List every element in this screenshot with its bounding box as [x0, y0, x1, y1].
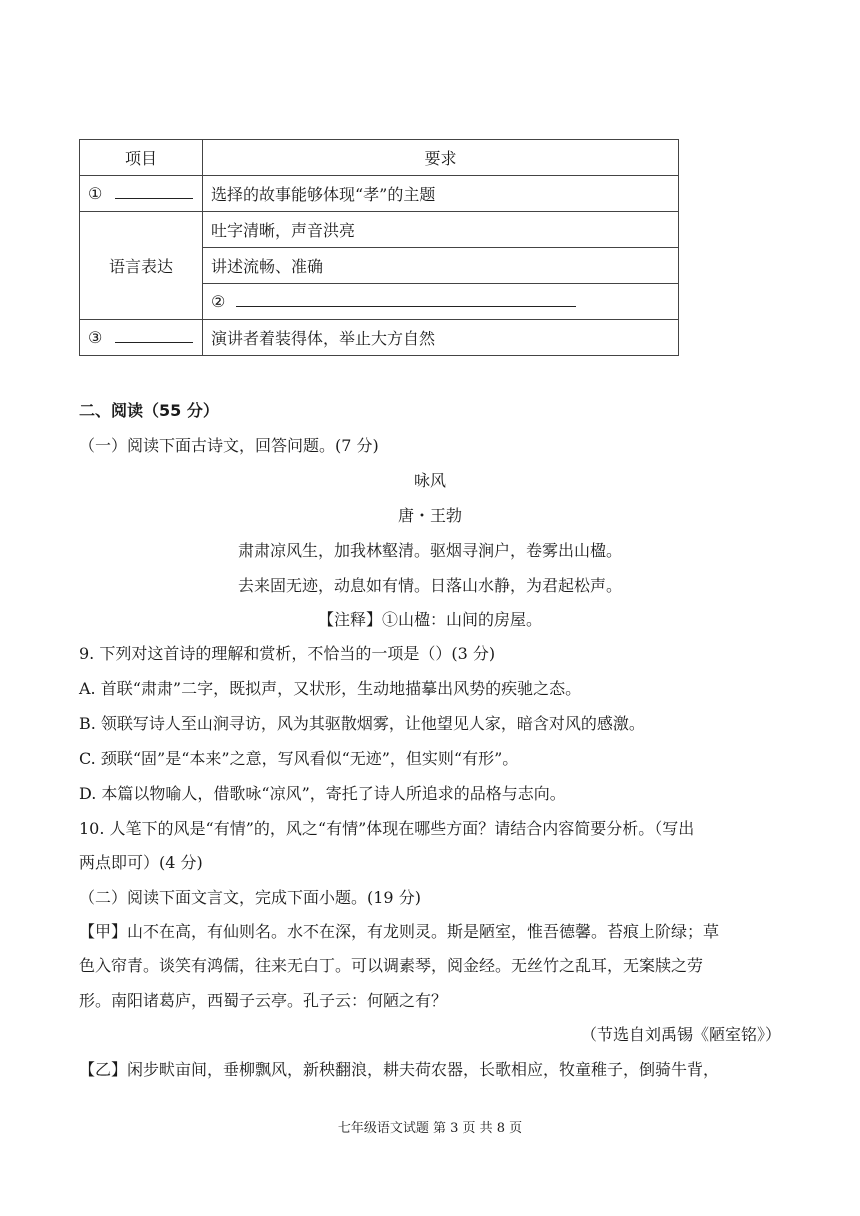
poem-author: 唐・王勃	[397, 506, 462, 525]
blank-cell-3	[80, 320, 203, 356]
option-d: D. 本篇以物喻人，借歌咏“凉风”，寄托了诗人所追求的品格与志向。	[79, 784, 566, 803]
yi-line-1: 【乙】闲步畎亩间，垂柳飘风，新秧翻浪，耕夫荷农器，长歌相应，牧童稚子，倒骑牛背，	[79, 1060, 720, 1079]
poem-note: 【注释】①山楹：山间的房屋。	[317, 610, 542, 629]
part1-instruction: （一）阅读下面古诗文，回答问题。(7 分)	[79, 436, 379, 455]
question-10-line-2: 两点即可）(4 分)	[79, 853, 203, 872]
poem-line-1: 肃肃凉风生，加我林壑清。驱烟寻涧户，卷雾出山楹。	[237, 541, 622, 560]
part2-instruction: （二）阅读下面文言文，完成下面小题。(19 分)	[79, 888, 421, 907]
jia-source: （节选自刘禹锡《陋室铭》）	[580, 1025, 781, 1044]
jia-line-1: 【甲】山不在高，有仙则名。水不在深，有龙则灵。斯是陋室，惟吾德馨。苔痕上阶绿；草	[79, 922, 720, 941]
answer-blank-1[interactable]	[115, 184, 193, 199]
table-row	[80, 212, 679, 248]
answer-blank-3[interactable]	[115, 328, 193, 343]
header-requirement: 要求	[203, 140, 679, 176]
page-footer: 七年级语文试题 第 3 页 共 8 页	[337, 1121, 523, 1136]
circled-number-2: ②	[211, 292, 226, 311]
poem-line-2: 去来固无迹，动息如有情。日落山水静，为君起松声。	[237, 576, 622, 595]
header-item: 项目	[80, 140, 203, 176]
requirement-2a: 吐字清晰，声音洪亮	[203, 212, 679, 248]
blank-cell-1	[80, 176, 203, 212]
table-row	[80, 320, 679, 356]
jia-line-2: 色入帘青。谈笑有鸿儒，往来无白丁。可以调素琴，阅金经。无丝竹之乱耳，无案牍之劳	[79, 956, 704, 975]
answer-blank-2[interactable]	[236, 292, 576, 307]
requirement-2b: 讲述流畅、准确	[203, 248, 679, 284]
language-expression-cell: 语言表达	[80, 212, 203, 320]
option-c: C. 颈联“固”是“本来”之意，写风看似“无迹”，但实则“有形”。	[79, 749, 519, 768]
circled-number-1: ①	[88, 184, 103, 203]
option-b: B. 领联写诗人至山涧寻访，风为其驱散烟雾，让他望见人家，暗含对风的感激。	[79, 714, 645, 733]
requirement-3: 演讲者着装得体，举止大方自然	[203, 320, 679, 356]
poem-title: 咏风	[413, 471, 446, 490]
question-10-line-1: 10. 人笔下的风是“有情”的，风之“有情”体现在哪些方面？请结合内容简要分析。（写出	[79, 819, 695, 838]
requirement-1: 选择的故事能够体现“孝”的主题	[203, 176, 679, 212]
table-row	[80, 176, 679, 212]
question-9-stem: 9. 下列对这首诗的理解和赏析，不恰当的一项是（）(3 分)	[79, 644, 496, 663]
table-header-row	[80, 140, 679, 176]
requirements-table	[79, 139, 679, 356]
jia-line-3: 形。南阳诸葛庐，西蜀子云亭。孔子云：何陋之有？	[79, 991, 448, 1010]
circled-number-3: ③	[88, 328, 103, 347]
section-heading: 二、阅读（55 分）	[79, 401, 219, 420]
blank-cell-2	[203, 284, 679, 320]
option-a: A. 首联“肃肃”二字，既拟声，又状形，生动地描摹出风势的疾驰之态。	[79, 679, 582, 698]
